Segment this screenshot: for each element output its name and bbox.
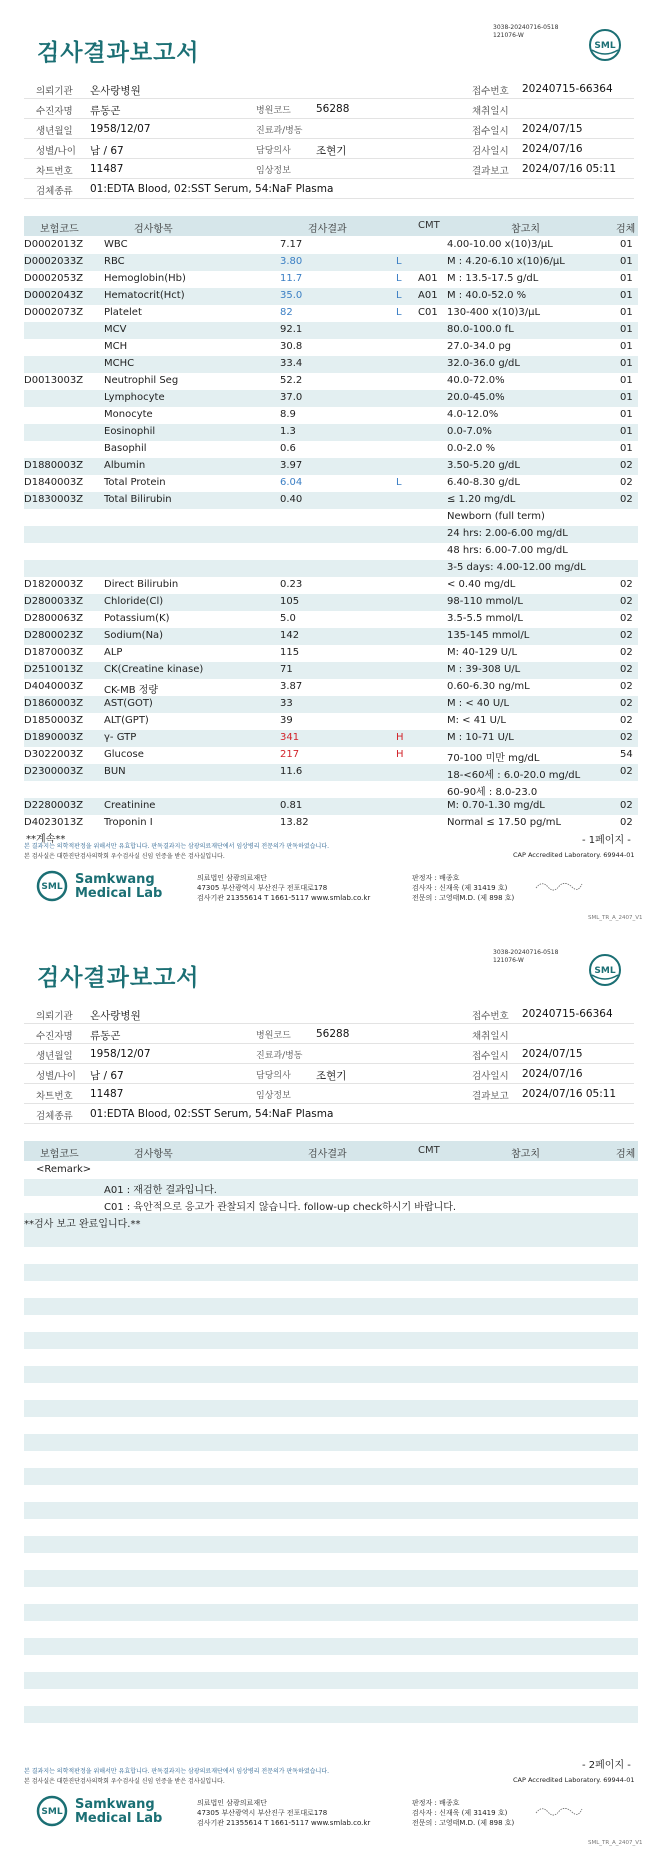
table-row xyxy=(24,526,638,543)
report-title: 검사결과보고서 xyxy=(37,40,200,66)
footer-address: 의료법인 삼광의료재단 47305 부산광역시 부산진구 전포대로178 검사기관 21355614 T 1661-5117 www.smlab.co.kr xyxy=(197,1799,371,1827)
reference-range: 3-5 days: 4.00-12.00 mg/dL xyxy=(447,562,586,573)
table-row xyxy=(24,611,638,628)
table-row xyxy=(24,458,638,475)
test-result: 0.23 xyxy=(280,579,303,590)
table-row xyxy=(24,730,638,747)
report-page-2 xyxy=(0,925,655,1850)
svg-text:SML: SML xyxy=(41,882,63,892)
test-name: Lymphocyte xyxy=(104,392,165,403)
insurance-code: D2280003Z xyxy=(24,800,84,811)
test-name: Albumin xyxy=(104,460,146,471)
reference-range: Normal ≤ 17.50 pg/mL xyxy=(447,817,562,828)
specimen-code: 02 xyxy=(620,817,633,828)
test-result: 71 xyxy=(280,664,293,675)
test-result: 82 xyxy=(280,307,293,318)
table-row xyxy=(24,509,638,526)
table-row xyxy=(24,662,638,679)
footer-brand: Samkwang Medical Lab xyxy=(75,1797,163,1826)
reference-range: 40.0-72.0% xyxy=(447,375,505,386)
receipt-no-value: 20240715-66364 xyxy=(522,83,613,95)
table-row xyxy=(24,781,638,798)
insurance-code: D2510013Z xyxy=(24,664,84,675)
reference-range: M: 40-129 U/L xyxy=(447,647,518,658)
test-name: Total Bilirubin xyxy=(104,494,172,505)
test-name: Basophil xyxy=(104,443,147,454)
table-row xyxy=(24,696,638,713)
reference-range: M: 0.70-1.30 mg/dL xyxy=(447,800,545,811)
specimen-code: 02 xyxy=(620,460,633,471)
footer-brand: Samkwang Medical Lab xyxy=(75,872,163,901)
insurance-code: D4023013Z xyxy=(24,817,84,828)
reference-range: 135-145 mmol/L xyxy=(447,630,530,641)
empty-rows xyxy=(24,1230,638,1740)
table-row xyxy=(24,424,638,441)
empty-row xyxy=(24,1553,638,1570)
empty-row xyxy=(24,1587,638,1604)
test-result: 217 xyxy=(280,749,300,760)
test-name: RBC xyxy=(104,256,125,267)
result-flag: H xyxy=(396,749,404,760)
doctor-value: 조현기 xyxy=(316,145,347,157)
footer-note-2: 본 검사실은 대한진단검사의학회 우수검사실 신임 인증을 받은 검사실입니다. xyxy=(24,853,225,860)
specimen-code: 01 xyxy=(620,256,633,267)
insurance-code: D0002073Z xyxy=(24,307,84,318)
reference-range: 0.0-7.0% xyxy=(447,426,492,437)
page-number: - 1페이지 - xyxy=(582,835,631,846)
sex-age-value: 남 / 67 xyxy=(90,145,124,157)
table-row xyxy=(24,237,638,254)
test-name: Chloride(Cl) xyxy=(104,596,164,607)
specimen-code: 02 xyxy=(620,766,633,777)
result-flag: L xyxy=(396,273,402,284)
insurance-code: D3022003Z xyxy=(24,749,84,760)
specimen-code: 01 xyxy=(620,290,633,301)
svg-text:SML: SML xyxy=(594,966,616,976)
results-table-header: 보험코드 검사항목 검사결과 CMT 참고치 검체 xyxy=(24,216,638,236)
reference-range: M : < 40 U/L xyxy=(447,698,510,709)
insurance-code: D1830003Z xyxy=(24,494,84,505)
test-result: 37.0 xyxy=(280,392,303,403)
specimen-code: 02 xyxy=(620,647,633,658)
specimen-code: 01 xyxy=(620,239,633,250)
specimen-code: 02 xyxy=(620,613,633,624)
report-date-value: 2024/07/16 05:11 xyxy=(522,163,617,175)
specimen-code: 02 xyxy=(620,477,633,488)
test-result: 3.80 xyxy=(280,256,303,267)
table-row xyxy=(24,747,638,764)
comment-code: C01 xyxy=(418,307,438,318)
cap-accreditation: CAP Accredited Laboratory. 69944-01 xyxy=(513,851,635,859)
reference-range: 0.0-2.0 % xyxy=(447,443,496,454)
test-result: 0.40 xyxy=(280,494,303,505)
results-table-header: 보험코드 검사항목 검사결과 CMT 참고치 검체 xyxy=(24,1141,638,1161)
empty-row xyxy=(24,1621,638,1638)
sml-footer-logo-icon xyxy=(36,870,68,902)
test-result: 7.17 xyxy=(280,239,303,250)
insurance-code: D2800023Z xyxy=(24,630,84,641)
reference-range: 6.40-8.30 g/dL xyxy=(447,477,520,488)
test-name: Platelet xyxy=(104,307,142,318)
table-row xyxy=(24,322,638,339)
test-result: 11.6 xyxy=(280,766,303,777)
signature-icon xyxy=(534,1803,584,1817)
table-row xyxy=(24,271,638,288)
remark-section xyxy=(24,1162,638,1230)
footer-note: 본 결과지는 의학적판정을 위해서만 유효합니다. 판독결과지는 삼광의료재단에서 임상병리 전문의가 판독하였습니다. xyxy=(24,843,329,850)
empty-row xyxy=(24,1706,638,1723)
specimen-code: 02 xyxy=(620,698,633,709)
specimen-code: 02 xyxy=(620,732,633,743)
footer-signatures: 판정자 : 배종호 검사자 : 신재욱 (제 31419 호) 전문의 : 고영태M.D. (제 898 호) xyxy=(412,874,515,902)
form-code: SML_TR_A_2407_V1 xyxy=(588,915,643,921)
reference-range: 24 hrs: 2.00-6.00 mg/dL xyxy=(447,528,568,539)
specimen-code: 01 xyxy=(620,307,633,318)
footer-signatures: 판정자 : 배종호 검사자 : 신재욱 (제 31419 호) 전문의 : 고영태M.D. (제 898 호) xyxy=(412,1799,515,1827)
specimen-code: 02 xyxy=(620,681,633,692)
result-flag: L xyxy=(396,477,402,488)
comment-code: A01 xyxy=(418,290,438,301)
svg-text:SML: SML xyxy=(594,41,616,51)
specimen-code: 02 xyxy=(620,800,633,811)
form-code: SML_TR_A_2407_V1 xyxy=(588,1840,643,1846)
table-row xyxy=(24,373,638,390)
test-name: CK(Creatine kinase) xyxy=(104,664,204,675)
table-row xyxy=(24,645,638,662)
test-name: Direct Bilirubin xyxy=(104,579,179,590)
test-name: BUN xyxy=(104,766,126,777)
patient-header: 의뢰기관 온사랑병원 접수번호 20240715-66364 수진자명 류동곤 병원코드 56288 채취일시 생년월일 1958/12/07 진료과/병동 접수일시 2024/07/15 성별/나이 남 / 67 담당의사 조현기 검사일시 2024/07/16 차트번호 11487 임상정보 결과보고 2024/07/16 05:11 검체종류 01:EDTA Blood, 02:SST Serum, 54:NaF Plasma xyxy=(24,1004,634,1124)
patient-header: 의뢰기관 온사랑병원 접수번호 20240715-66364 수진자명 류동곤 병원코드 56288 채취일시 생년월일 1958/12/07 진료과/병동 접수일시 2024/07/15 성별/나이 남 / 67 담당의사 조현기 검사일시 2024/07/16 차트번호 11487 임상정보 결과보고 2024/07/16 05:11 검체종류 01:EDTA Blood, 02:SST Serum, 54:NaF Plasma xyxy=(24,79,634,199)
reference-range: M : 13.5-17.5 g/dL xyxy=(447,273,539,284)
test-name: Troponin I xyxy=(104,817,153,828)
table-row xyxy=(24,407,638,424)
reference-range: 70-100 미만 mg/dL xyxy=(447,753,540,764)
insurance-code: D1880003Z xyxy=(24,460,84,471)
report-code: 3038-20240716-0518 121076-W xyxy=(493,949,559,964)
empty-row xyxy=(24,1434,638,1451)
table-row xyxy=(24,441,638,458)
test-result: 115 xyxy=(280,647,300,658)
test-name: Total Protein xyxy=(104,477,166,488)
reference-range: 130-400 x(10)3/µL xyxy=(447,307,541,318)
test-result: 39 xyxy=(280,715,293,726)
reference-range: M : 40.0-52.0 % xyxy=(447,290,527,301)
sml-footer-logo-icon xyxy=(36,1795,68,1827)
empty-row xyxy=(24,1332,638,1349)
table-row xyxy=(24,288,638,305)
table-row xyxy=(24,764,638,781)
specimen-value: 01:EDTA Blood, 02:SST Serum, 54:NaF Plasma xyxy=(90,183,334,195)
institution-value: 온사랑병원 xyxy=(90,85,141,97)
report-title: 검사결과보고서 xyxy=(37,965,200,991)
reference-range: 27.0-34.0 pg xyxy=(447,341,512,352)
test-result: 30.8 xyxy=(280,341,303,352)
table-row xyxy=(24,815,638,832)
test-result: 1.3 xyxy=(280,426,296,437)
empty-row xyxy=(24,1451,638,1468)
insurance-code: D1860003Z xyxy=(24,698,84,709)
birth-value: 1958/12/07 xyxy=(90,123,151,135)
specimen-code: 01 xyxy=(620,324,633,335)
test-result: 341 xyxy=(280,732,300,743)
specimen-code: 02 xyxy=(620,715,633,726)
insurance-code: D2300003Z xyxy=(24,766,84,777)
empty-row xyxy=(24,1281,638,1298)
table-row xyxy=(24,390,638,407)
empty-row xyxy=(24,1366,638,1383)
patient-value: 류동곤 xyxy=(90,105,121,117)
test-result: 3.87 xyxy=(280,681,303,692)
specimen-code: 01 xyxy=(620,409,633,420)
test-result: 6.04 xyxy=(280,477,303,488)
empty-row xyxy=(24,1536,638,1553)
reference-range: 48 hrs: 6.00-7.00 mg/dL xyxy=(447,545,568,556)
insurance-code: D1850003Z xyxy=(24,715,84,726)
specimen-code: 01 xyxy=(620,443,633,454)
test-result: 11.7 xyxy=(280,273,303,284)
specimen-code: 02 xyxy=(620,664,633,675)
specimen-code: 01 xyxy=(620,426,633,437)
empty-row xyxy=(24,1570,638,1587)
empty-row xyxy=(24,1655,638,1672)
result-flag: H xyxy=(396,732,404,743)
reference-range: 98-110 mmol/L xyxy=(447,596,523,607)
test-result: 52.2 xyxy=(280,375,303,386)
test-result: 33 xyxy=(280,698,293,709)
remark-a01: A01 : 재검한 결과입니다. xyxy=(104,1185,217,1196)
reference-range: 3.50-5.20 g/dL xyxy=(447,460,520,471)
reference-range: 0.60-6.30 ng/mL xyxy=(447,681,530,692)
reference-range: 4.00-10.00 x(10)3/µL xyxy=(447,239,553,250)
test-result: 3.97 xyxy=(280,460,303,471)
table-row xyxy=(24,594,638,611)
reference-range: 32.0-36.0 g/dL xyxy=(447,358,520,369)
comment-code: A01 xyxy=(418,273,438,284)
empty-row xyxy=(24,1315,638,1332)
empty-row xyxy=(24,1230,638,1247)
insurance-code: D1870003Z xyxy=(24,647,84,658)
test-result: 92.1 xyxy=(280,324,303,335)
insurance-code: D0002013Z xyxy=(24,239,84,250)
svg-text:SML: SML xyxy=(41,1807,63,1817)
empty-row xyxy=(24,1502,638,1519)
empty-row xyxy=(24,1468,638,1485)
specimen-code: 01 xyxy=(620,375,633,386)
insurance-code: D0002033Z xyxy=(24,256,84,267)
specimen-code: 01 xyxy=(620,273,633,284)
report-code: 3038-20240716-0518 121076-W xyxy=(493,24,559,39)
page-number: - 2페이지 - xyxy=(582,1760,631,1771)
test-result: 5.0 xyxy=(280,613,296,624)
empty-row xyxy=(24,1485,638,1502)
empty-row xyxy=(24,1519,638,1536)
specimen-code: 02 xyxy=(620,579,633,590)
sml-logo-icon xyxy=(588,28,622,62)
table-row xyxy=(24,560,638,577)
table-row xyxy=(24,475,638,492)
reference-range: 18-<60세 : 6.0-20.0 mg/dL xyxy=(447,770,581,781)
test-result: 0.81 xyxy=(280,800,303,811)
insurance-code: D0013003Z xyxy=(24,375,84,386)
specimen-code: 01 xyxy=(620,341,633,352)
insurance-code: D4040003Z xyxy=(24,681,84,692)
cap-accreditation: CAP Accredited Laboratory. 69944-01 xyxy=(513,1776,635,1784)
test-name: Hematocrit(Hct) xyxy=(104,290,185,301)
table-row xyxy=(24,339,638,356)
test-name: Neutrophil Seg xyxy=(104,375,179,386)
reference-range: 3.5-5.5 mmol/L xyxy=(447,613,523,624)
test-name: ALT(GPT) xyxy=(104,715,149,726)
test-name: Creatinine xyxy=(104,800,156,811)
test-name: WBC xyxy=(104,239,128,250)
specimen-code: 02 xyxy=(620,630,633,641)
reference-range: M: < 41 U/L xyxy=(447,715,506,726)
test-name: γ- GTP xyxy=(104,732,137,743)
continued-label: **계속** xyxy=(26,834,66,845)
insurance-code: D2800033Z xyxy=(24,596,84,607)
specimen-code: 02 xyxy=(620,494,633,505)
reference-range: 80.0-100.0 fL xyxy=(447,324,514,335)
insurance-code: D0002043Z xyxy=(24,290,84,301)
reference-range: M : 10-71 U/L xyxy=(447,732,514,743)
test-result: 13.82 xyxy=(280,817,309,828)
test-name: CK-MB 정량 xyxy=(104,685,159,696)
specimen-code: 01 xyxy=(620,392,633,403)
chart-value: 11487 xyxy=(90,163,124,175)
empty-row xyxy=(24,1672,638,1689)
test-name: ALP xyxy=(104,647,123,658)
reference-range: 60-90세 : 8.0-23.0 xyxy=(447,787,538,798)
table-row xyxy=(24,628,638,645)
table-row xyxy=(24,679,638,696)
test-name: Eosinophil xyxy=(104,426,156,437)
empty-row xyxy=(24,1604,638,1621)
table-row xyxy=(24,492,638,509)
test-name: AST(GOT) xyxy=(104,698,153,709)
reference-range: 4.0-12.0% xyxy=(447,409,499,420)
table-row xyxy=(24,543,638,560)
table-row xyxy=(24,713,638,730)
empty-row xyxy=(24,1383,638,1400)
empty-row xyxy=(24,1264,638,1281)
reference-range: M : 4.20-6.10 x(10)6/µL xyxy=(447,256,565,267)
report-complete: **검사 보고 완료입니다.** xyxy=(24,1219,141,1230)
table-row xyxy=(24,577,638,594)
test-result: 33.4 xyxy=(280,358,303,369)
test-name: MCH xyxy=(104,341,128,352)
specimen-code: 02 xyxy=(620,596,633,607)
insurance-code: D2800063Z xyxy=(24,613,84,624)
reference-range: 20.0-45.0% xyxy=(447,392,505,403)
test-result: 105 xyxy=(280,596,300,607)
reference-range: < 0.40 mg/dL xyxy=(447,579,516,590)
table-row xyxy=(24,798,638,815)
reference-range: M : 39-308 U/L xyxy=(447,664,521,675)
test-result: 142 xyxy=(280,630,300,641)
hospital-code-value: 56288 xyxy=(316,103,350,115)
insurance-code: D1820003Z xyxy=(24,579,84,590)
empty-row xyxy=(24,1400,638,1417)
footer-note-2: 본 검사실은 대한진단검사의학회 우수검사실 신임 인증을 받은 검사실입니다. xyxy=(24,1778,225,1785)
results-table-body xyxy=(24,237,638,832)
result-flag: L xyxy=(396,307,402,318)
test-name: Sodium(Na) xyxy=(104,630,164,641)
table-row xyxy=(24,254,638,271)
table-row xyxy=(24,356,638,373)
test-name: Potassium(K) xyxy=(104,613,170,624)
specimen-code: 54 xyxy=(620,749,633,760)
empty-row xyxy=(24,1723,638,1740)
insurance-code: D1890003Z xyxy=(24,732,84,743)
specimen-code: 01 xyxy=(620,358,633,369)
table-row xyxy=(24,305,638,322)
empty-row xyxy=(24,1298,638,1315)
test-name: Glucose xyxy=(104,749,144,760)
signature-icon xyxy=(534,878,584,892)
remark-c01: C01 : 육안적으로 응고가 관찰되지 않습니다. follow-up check하시기 바랍니다. xyxy=(104,1202,457,1213)
footer-address: 의료법인 삼광의료재단 47305 부산광역시 부산진구 전포대로178 검사기관 21355614 T 1661-5117 www.smlab.co.kr xyxy=(197,874,371,902)
test-result: 35.0 xyxy=(280,290,303,301)
receipt-date-value: 2024/07/15 xyxy=(522,123,583,135)
empty-row xyxy=(24,1417,638,1434)
test-name: MCHC xyxy=(104,358,135,369)
insurance-code: D1840003Z xyxy=(24,477,84,488)
test-result: 0.6 xyxy=(280,443,296,454)
remark-title: <Remark> xyxy=(36,1164,92,1175)
test-name: MCV xyxy=(104,324,127,335)
empty-row xyxy=(24,1349,638,1366)
empty-row xyxy=(24,1689,638,1706)
insurance-code: D0002053Z xyxy=(24,273,84,284)
test-name: Monocyte xyxy=(104,409,153,420)
test-result: 8.9 xyxy=(280,409,296,420)
result-flag: L xyxy=(396,256,402,267)
reference-range: Newborn (full term) xyxy=(447,511,545,522)
empty-row xyxy=(24,1638,638,1655)
reference-range: ≤ 1.20 mg/dL xyxy=(447,494,516,505)
test-name: Hemoglobin(Hb) xyxy=(104,273,186,284)
footer-note: 본 결과지는 의학적판정을 위해서만 유효합니다. 판독결과지는 삼광의료재단에서 임상병리 전문의가 판독하였습니다. xyxy=(24,1768,329,1775)
sml-logo-icon xyxy=(588,953,622,987)
empty-row xyxy=(24,1247,638,1264)
result-flag: L xyxy=(396,290,402,301)
test-date-value: 2024/07/16 xyxy=(522,143,583,155)
